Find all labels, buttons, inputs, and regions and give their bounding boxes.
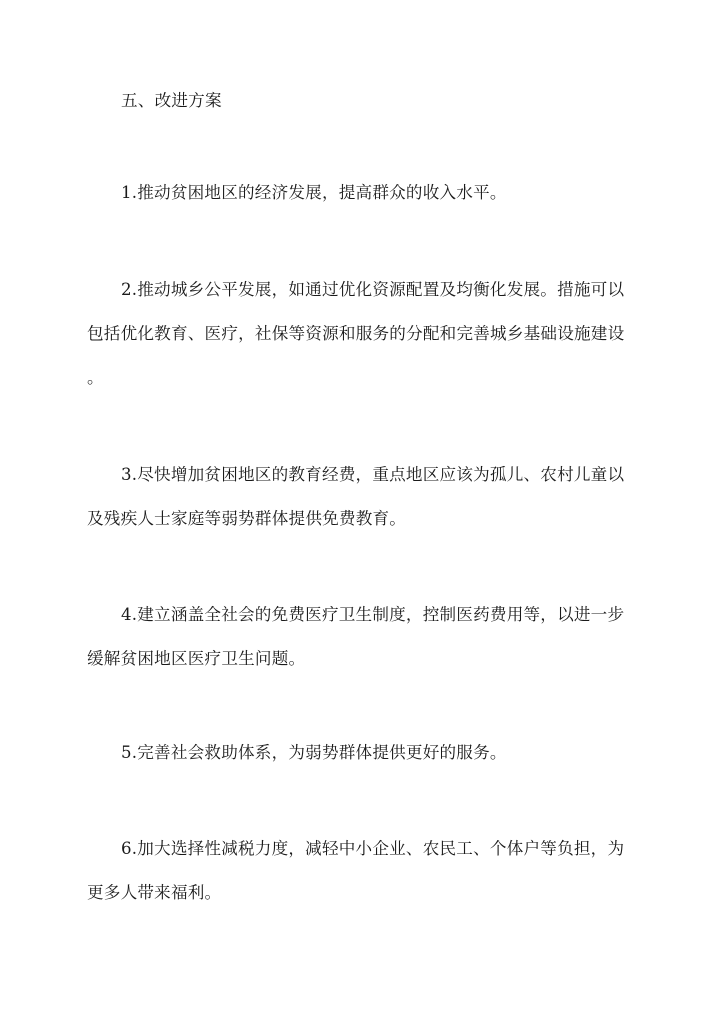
item-4-line-2: 缓解贫困地区医疗卫生问题。 (87, 649, 306, 668)
item-3-line-2: 及残疾人士家庭等弱势群体提供免费教育。 (87, 509, 407, 528)
item-4-line-1: 4.建立涵盖全社会的免费医疗卫生制度，控制医药费用等，以进一步 (121, 605, 625, 624)
item-1-line-1: 1.推动贫困地区的经济发展，提高群众的收入水平。 (121, 183, 507, 202)
item-6-line-2: 更多人带来福利。 (87, 883, 222, 902)
item-5-line-1: 5.完善社会救助体系，为弱势群体提供更好的服务。 (121, 743, 507, 762)
item-2-line-3: 。 (87, 368, 104, 387)
item-2-line-1: 2.推动城乡公平发展，如通过优化资源配置及均衡化发展。措施可以 (121, 280, 625, 299)
section-heading: 五、改进方案 (121, 91, 222, 110)
item-3-line-1: 3.尽快增加贫困地区的教育经费，重点地区应该为孤儿、农村儿童以 (121, 465, 625, 484)
item-2-line-2: 包括优化教育、医疗，社保等资源和服务的分配和完善城乡基础设施建设 (87, 324, 625, 343)
item-6-line-1: 6.加大选择性减税力度，减轻中小企业、农民工、个体户等负担，为 (121, 839, 625, 858)
